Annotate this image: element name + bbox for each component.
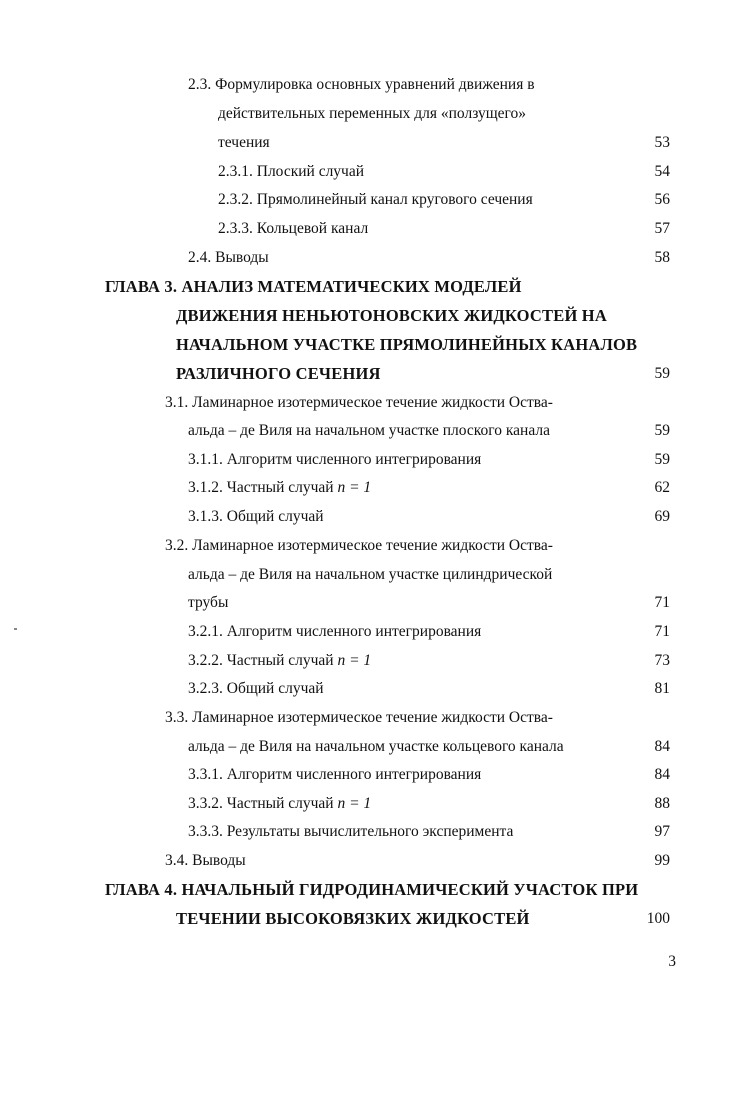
toc-entry-3-3-line2: альда – де Виля на начальном участке кольцевого канала [188,738,564,755]
toc-page-3-3-3: 97 [654,823,670,840]
toc-page-3-1-3: 69 [654,508,670,525]
toc-entry-2-3-2: 2.3.2. Прямолинейный канал кругового сечения [218,191,533,208]
toc-page-3-2: 71 [654,594,670,611]
toc-entry-3-1-line2: альда – де Виля на начальном участке плоского канала [188,422,550,439]
toc-entry-3-3-line1: 3.3. Ламинарное изотермическое течение жидкости Оства- [165,709,553,726]
formula-n-equals-1: n = 1 [337,652,372,669]
toc-entry-3-1-1: 3.1.1. Алгоритм численного интегрирования [188,451,482,468]
toc-page-3-1: 59 [654,422,670,439]
toc-entry-2-3-line1: 2.3. Формулировка основных уравнений движения в [188,76,535,93]
toc-entry-3-2-2 [188,651,371,671]
toc-entry-3-2-3: 3.2.3. Общий случай [188,680,324,697]
toc-page-chapter-4: 100 [646,910,670,927]
toc-chapter-4-line2: ТЕЧЕНИИ ВЫСОКОВЯЗКИХ ЖИДКОСТЕЙ [176,909,530,928]
toc-entry-3-1-line1: 3.1. Ламинарное изотермическое течение жидкости Оства- [165,394,553,411]
toc-page-2-3: 53 [654,134,670,151]
toc-entry-2-3-3: 2.3.3. Кольцевой канал [218,220,369,237]
toc-entry-2-3-1: 2.3.1. Плоский случай [218,163,365,180]
toc-page-3-2-1: 71 [654,623,670,640]
toc-entry-2-4: 2.4. Выводы [188,249,269,266]
formula-n-equals-1: n = 1 [337,795,372,812]
toc-entry-3-2-2-label: 3.2.2. Частный случай [188,652,334,669]
toc-page-3-1-1: 59 [654,451,670,468]
toc-entry-3-3-1: 3.3.1. Алгоритм численного интегрирования [188,766,482,783]
toc-page-3-3: 84 [654,738,670,755]
toc-chapter-3-line4: РАЗЛИЧНОГО СЕЧЕНИЯ [176,364,381,383]
toc-page-3-3-2: 88 [654,795,670,812]
toc-entry-2-3-line3: течения [218,134,270,151]
toc-page-2-4: 58 [654,249,670,266]
toc-page-3-2-2: 73 [654,652,670,669]
toc-entry-3-3-2 [188,794,371,814]
toc-page-2-3-2: 56 [654,191,670,208]
footer-page-number: 3 [668,953,676,970]
toc-entry-2-3-line2: действительных переменных для «ползущего» [218,105,527,122]
toc-entry-3-2-line3: трубы [188,594,229,611]
toc-entry-3-1-2 [188,478,371,498]
toc-page-3-1-2: 62 [654,479,670,496]
toc-entry-3-3-3: 3.3.3. Результаты вычислительного эксперимента [188,823,514,840]
toc-chapter-3-line2: ДВИЖЕНИЯ НЕНЬЮТОНОВСКИХ ЖИДКОСТЕЙ НА [176,306,607,325]
toc-chapter-3-line3: НАЧАЛЬНОМ УЧАСТКЕ ПРЯМОЛИНЕЙНЫХ КАНАЛОВ [176,335,638,354]
toc-entry-3-2-line1: 3.2. Ламинарное изотермическое течение жидкости Оства- [165,537,553,554]
toc-page-2-3-1: 54 [654,163,670,180]
scan-speck [14,628,17,630]
toc-entry-3-2-1: 3.2.1. Алгоритм численного интегрирования [188,623,482,640]
formula-n-equals-1: n = 1 [337,479,372,496]
toc-entry-3-4: 3.4. Выводы [165,852,246,869]
toc-entry-3-3-2-label: 3.3.2. Частный случай [188,795,334,812]
toc-entry-3-2-line2: альда – де Виля на начальном участке цилиндрической [188,566,553,583]
toc-page-2-3-3: 57 [654,220,670,237]
toc-page-3-3-1: 84 [654,766,670,783]
toc-entry-3-1-3: 3.1.3. Общий случай [188,508,324,525]
toc-chapter-3-line1: ГЛАВА 3. АНАЛИЗ МАТЕМАТИЧЕСКИХ МОДЕЛЕЙ [105,277,522,296]
toc-page-3-2-3: 81 [654,680,670,697]
toc-chapter-4-line1: ГЛАВА 4. НАЧАЛЬНЫЙ ГИДРОДИНАМИЧЕСКИЙ УЧАСТОК ПРИ [105,880,639,899]
toc-entry-3-1-2-label: 3.1.2. Частный случай [188,479,334,496]
toc-page-3-4: 99 [654,852,670,869]
toc-page-chapter-3: 59 [654,365,670,382]
